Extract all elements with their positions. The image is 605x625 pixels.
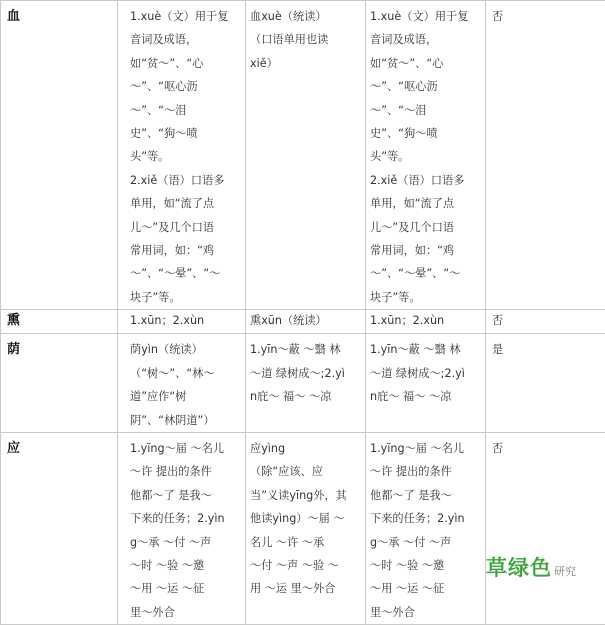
text-line: 当”义读yīng外，其 [250, 484, 361, 507]
character: 应 [5, 437, 113, 460]
character-cell [1, 334, 118, 433]
old-reading-cell [118, 310, 246, 334]
text-line: 下来的任务；2.yìn [370, 507, 481, 530]
watermark-logo [486, 552, 576, 582]
text-line: ～许 提出的条件 [370, 460, 481, 483]
table-row [1, 432, 605, 624]
final-reading-cell [366, 334, 486, 433]
text-line: 头”等。 [370, 145, 481, 168]
character: 熏 [5, 311, 113, 331]
text-line: 他都～了 是我～ [130, 484, 241, 507]
text-line: ～用 ～运 ～征 [370, 577, 481, 600]
text-line: 他读yìng）～届 ～ [250, 507, 361, 530]
character: 荫 [5, 338, 113, 361]
changed-flag: 是 [490, 338, 602, 361]
text-line: ～用 ～运 ～征 [130, 577, 241, 600]
text-line: 1.yīn～蔽 ～翳 林 [250, 338, 361, 361]
watermark-subtitle: 研究 [554, 563, 576, 579]
text-line: 常用词，如：“鸡 [130, 239, 241, 262]
text-line: （“树～”、“林～ [130, 362, 241, 385]
text-line: 2.xiě（语）口语多 [370, 169, 481, 192]
text-line: n庇～ 福～ ～凉 [370, 385, 481, 408]
text-line: （口语单用也读 [250, 28, 361, 51]
text-line: 道”应作“树 [130, 385, 241, 408]
table-row [1, 310, 605, 334]
text-line: 名儿 ～许 ～承 [250, 531, 361, 554]
text-line: 儿～”及几个口语 [370, 216, 481, 239]
text-line: 1.yīn～蔽 ～翳 林 [370, 338, 481, 361]
text-line: 他都～了 是我～ [370, 484, 481, 507]
text-line: 单用，如“流了点 [130, 192, 241, 215]
text-line: 如“贫～”、“心 [370, 52, 481, 75]
character-cell [1, 1, 118, 310]
text-line: 儿～”及几个口语 [130, 216, 241, 239]
text-line: 单用，如“流了点 [370, 192, 481, 215]
text-line: 血xuè（统读） [250, 5, 361, 28]
text-line: g～承 ～付 ～声 [370, 531, 481, 554]
text-line: ～道 绿树成～;2.yì [370, 362, 481, 385]
text-line: 1.xuè（文）用于复 [370, 5, 481, 28]
text-line: 阴”、“林阴道”） [130, 409, 241, 432]
text-line: ～时 ～验 ～邀 [370, 554, 481, 577]
changed-flag: 否 [490, 5, 602, 28]
changed-flag-cell [486, 432, 605, 624]
table-row [1, 1, 605, 310]
text-line: ～道 绿树成～;2.yì [250, 362, 361, 385]
text-line: g～承 ～付 ～声 [130, 531, 241, 554]
final-reading-cell [366, 1, 486, 310]
text-line: 里～外合 [370, 601, 481, 624]
text-line: 下来的任务；2.yìn [130, 507, 241, 530]
final-reading-cell [366, 432, 486, 624]
text-line: n庇～ 福～ ～凉 [250, 385, 361, 408]
text-line: 史”、“狗～喷 [370, 122, 481, 145]
text-line: 1.xuè（文）用于复 [130, 5, 241, 28]
new-reading-cell [246, 1, 366, 310]
text-line: 2.xiě（语）口语多 [130, 169, 241, 192]
character-cell [1, 310, 118, 334]
text-line: 音词及成语， [370, 28, 481, 51]
new-reading-cell [246, 310, 366, 334]
changed-flag-cell [486, 334, 605, 433]
text-line: 块子”等。 [130, 286, 241, 309]
text-line: 用 ～运 里～外合 [250, 577, 361, 600]
changed-flag: 否 [490, 437, 602, 460]
old-reading-cell [118, 334, 246, 433]
changed-flag-cell [486, 1, 605, 310]
text-line: ～”、“～晕”、“～ [130, 262, 241, 285]
table-row [1, 334, 605, 433]
text-line: ～”、“～晕”、“～ [370, 262, 481, 285]
text-line: xiě） [250, 52, 361, 75]
character: 血 [5, 5, 113, 28]
old-reading-cell [118, 1, 246, 310]
old-reading-cell [118, 432, 246, 624]
text-line: ～时 ～验 ～邀 [130, 554, 241, 577]
text-line: 常用词，如：“鸡 [370, 239, 481, 262]
watermark-title: 草绿色 [486, 552, 552, 582]
new-reading-cell [246, 334, 366, 433]
character-cell [1, 432, 118, 624]
text-line: ～”、“～泪 [370, 99, 481, 122]
text-line: ～”、“呕心沥 [130, 75, 241, 98]
text-line: 熏xūn（统读） [250, 311, 361, 331]
text-line: 音词及成语， [130, 28, 241, 51]
text-line: 1.xūn；2.xùn [130, 311, 241, 331]
text-line: （除“应该、应 [250, 460, 361, 483]
text-line: 里～外合 [130, 601, 241, 624]
text-line: ～许 提出的条件 [130, 460, 241, 483]
text-line: ～”、“呕心沥 [370, 75, 481, 98]
changed-flag-cell [486, 310, 605, 334]
changed-flag: 否 [490, 311, 602, 331]
text-line: 块子”等。 [370, 286, 481, 309]
text-line: ～”、“～泪 [130, 99, 241, 122]
text-line: 1.yīng～届 ～名儿 [370, 437, 481, 460]
text-line: 应yìng [250, 437, 361, 460]
text-line: 头”等。 [130, 145, 241, 168]
new-reading-cell [246, 432, 366, 624]
final-reading-cell [366, 310, 486, 334]
text-line: 如“贫～”、“心 [130, 52, 241, 75]
text-line: ～付 ～声 ～验 ～ [250, 554, 361, 577]
text-line: 1.yīng～届 ～名儿 [130, 437, 241, 460]
text-line: 史”、“狗～喷 [130, 122, 241, 145]
text-line: 荫yìn（统读） [130, 338, 241, 361]
text-line: 1.xūn；2.xùn [370, 311, 481, 331]
